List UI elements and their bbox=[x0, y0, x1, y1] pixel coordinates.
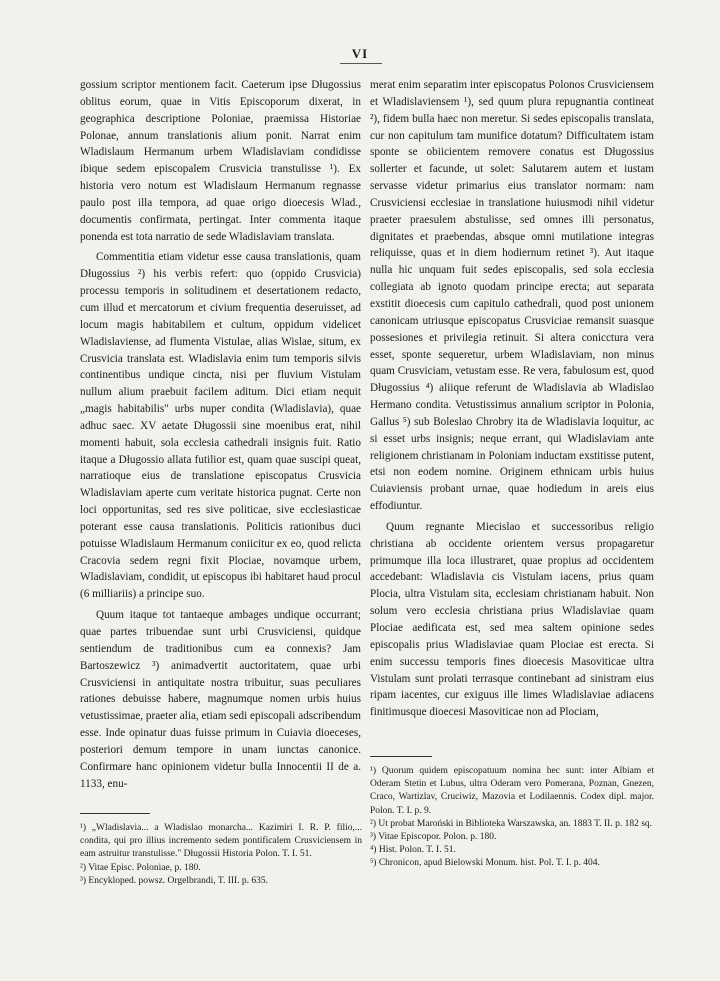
left-paragraph-3: Quum itaque tot tantaeque ambages undique occurrant; quae partes tribuendae sunt urbi Crusviciensi, quidque sentiendum de traditionibus cum ea connexis? Jam Bartoszewicz ³) animadvertit auctoritatem, quae urbi Crusviciensi in antiquitate nostra tribuitur, suas peculiares rationes debuisse habere, magnumque nomen urbis huius vetustissimae, praeter alia, etiam sedi episcopali adscribendum esse. Inde opinatur duas fuisse primum in Cuiavia dioeceses, posteriori demum tempore in unam iunctas canonice. Confirmare hanc opinionem videtur bulla Innocentii II de a. 1133, enu- bbox=[80, 609, 361, 790]
footnote: ²) Vitae Episc. Poloniae, p. 180. bbox=[80, 862, 201, 873]
right-paragraph-1: merat enim separatim inter episcopatus Polonos Crusviciensem et Wladislaviensem ¹), sed quum plura repugnantia contineat ²), fidem bulla haec non meretur. Si sedes episcopalis translata, cur non capitulum tam munifice dotatum? Difficultatem istam sponte se obiicientem removere conatus est Długossius sollerter et facunde, ut solet: Salutarem autem et iustam servasse videtur primarius eius translator normam: nam Crusviciensi ecclesiae in translatione huiusmodi nihil videtur praeter praesulem abstulisse, sed omnes illi personatus, dignitates et praebendas, absque omni mutilatione integras reliquisse, quas et in diem hodiernum retinet ³). Aut itaque nulla hic unquam fuit sedes episcopalis, sed sola ecclesia collegiata ab ignoto quodam principe erecta; aut separata exstitit dioecesis cum capitulo cathedrali, quod post unionem canonicam utriusque episcopatus Crusviciae remansit suasque possesiones et privilegia retinuit. Si altera conicctura vera esset, sponte sequeretur, urbem Wladislaviam, non minus quam Crusviciam, vetustam esse. Re vera, fabulosum est, quod Długossius ⁴) aliique referunt de Wladislavia ab Wladislao Hermano condita. Vetustissimus annalium scriptor in Polonia, Gallus ⁵) sub Boleslao Chrobry ita de Wladislavia loquitur, ac si esset urbs insignis; neque errant, qui Wladislaviam ante religionem christianam in Poloniam inductam exstitisse putent, etsi non eodem nomine. Originem ethnicam urbis huius Cuiaviensis probant urnae, quae hodiedum in areis eius effodiuntur. bbox=[370, 79, 654, 513]
right-footnotes bbox=[370, 765, 654, 871]
left-footnotes bbox=[80, 822, 362, 888]
left-text-column bbox=[80, 77, 361, 792]
left-paragraph-2: Commentitia etiam videtur esse causa translationis, quam Długossius ²) his verbis refert: quo (oppido Crusvicia) processu temporis in solitudinem et desertationem redacto, cum illud et mercatorum et civium frequentia deseruisset, ad locum magis habitabilem et cultum, oppidum videlicet Wladislaviense, ad flumenta Vistulae, alias Wislae, situm, ex Crusvicia translata est. Wladislavia enim tum temporis silvis continentibus undique cincta, nisi per fluvium Vistulam nullum alium praebuit facilem aditum. Dici etiam nequit „magis habitabilis" urbs nuper condita (Wladislavia), quae adhuc saec. XV aetate Długossii sine moenibus erat, nihil momenti habuit, sola ecclesia cathedrali insignis fuit. Ratio itaque a Długossio allata futilior est, quam quae suscipi queat, narratioque eius de translatione episcopatus Crusvicia Wladislaviam aperte cum veritate historica pugnat. Certe non loci opportunitas, sed res sive politicae, sive ecclesiasticae poterant esse causa translationis. Politicis rationibus duci potuisse Wladislaum Hermanum coniicitur ex eo, quod relicta Cracovia sedem regni fixit Plociae, novamque urbem, Wladislaviam, condidit, ut episcopus ibi habitaret haud procul (6 milliariis) a principe suo. bbox=[80, 251, 361, 601]
page-number-rule bbox=[340, 63, 382, 64]
footnote-separator bbox=[80, 813, 150, 814]
page-number: VI bbox=[351, 46, 369, 61]
footnote: ³) Encykloped. powsz. Orgelbrandi, T. III. p. 635. bbox=[80, 875, 269, 886]
footnote: ²) Ut probat Maroński in Biblioteka Warszawska, an. 1883 T. II. p. 182 sq. bbox=[370, 818, 653, 829]
right-text-column bbox=[370, 77, 654, 721]
footnote: ⁵) Chronicon, apud Bielowski Monum. hist. Pol. T. I. p. 404. bbox=[370, 858, 600, 869]
footnote-separator bbox=[370, 756, 432, 757]
footnote: ¹) „Wladislavia... a Wladislao monarcha... Kazimiri I. R. P. filio,... condita, qui pro illius incremento sedem pontificalem Crusviciensem in eam astruitur transtulisse." Długossii Historia Polon. T. I. 51. bbox=[80, 823, 362, 860]
footnote: ⁴) Hist. Polon. T. I. 51. bbox=[370, 845, 456, 856]
right-paragraph-2: Quum regnante Miecislao et successoribus religio christiana ab occidente orientem versus propagaretur primumque illa loca illustraret, quae propius ad occidentem accedebant: Wladislavia cis Vistulam iacens, prius quam Plocia, ultra Vistulam sita, ecclesiam christianam habuit. Non solum vero ecclesia christiana prius Wladislaviae quam Plociae aedificata est, sed mea saltem opinione sedes episcopalis prius Wladislaviae quam Plociae est erecta. Si enim successu temporis fines dioecesis Masoviticae ultra Vistulam sunt prolati terrasque continebant ad sinistram eius ripam iacentes, cur exiguus ille limes Wladislaviae adiacens finitimusque dioecesi Masoviticae non ad Plociam, bbox=[370, 520, 654, 719]
footnote: ¹) Quorum quidem episcopatuum nomina hec sunt: inter Albiam et Oderam Stetin et Lubus, ultra Oderam vero Pomerana, Poznan, Gnezen, Craco, Wartizlav, Cruciwiz, Mazovia et Lodilaennis. Codex dipl. major. Polon. T. I. p. 9. bbox=[370, 766, 654, 816]
footnote: ³) Vitae Episcopor. Polon. p. 180. bbox=[370, 832, 497, 843]
left-paragraph-1: gossium scriptor mentionem facit. Caeterum ipse Długossius oblitus eorum, quae in Vitis Episcoporum dixerat, in geographica descriptione Poloniae, praemissa Historiae Polonae, annum translationis alium ponit. Narrat enim Wladislaum Hermanum urbem Wladislaviam condidisse ibique sedem episcopalem Crusvicia transtulisse ¹). Ex historia vero notum est Wladislaum Hermanum regnasse paulo post illa tempora, ad quae origo dioecesis Wlad., documentis confirmata, pertingat. Inter commenta itaque ponenda est tota narratio de sede Wladislaviam translata. bbox=[80, 79, 361, 243]
